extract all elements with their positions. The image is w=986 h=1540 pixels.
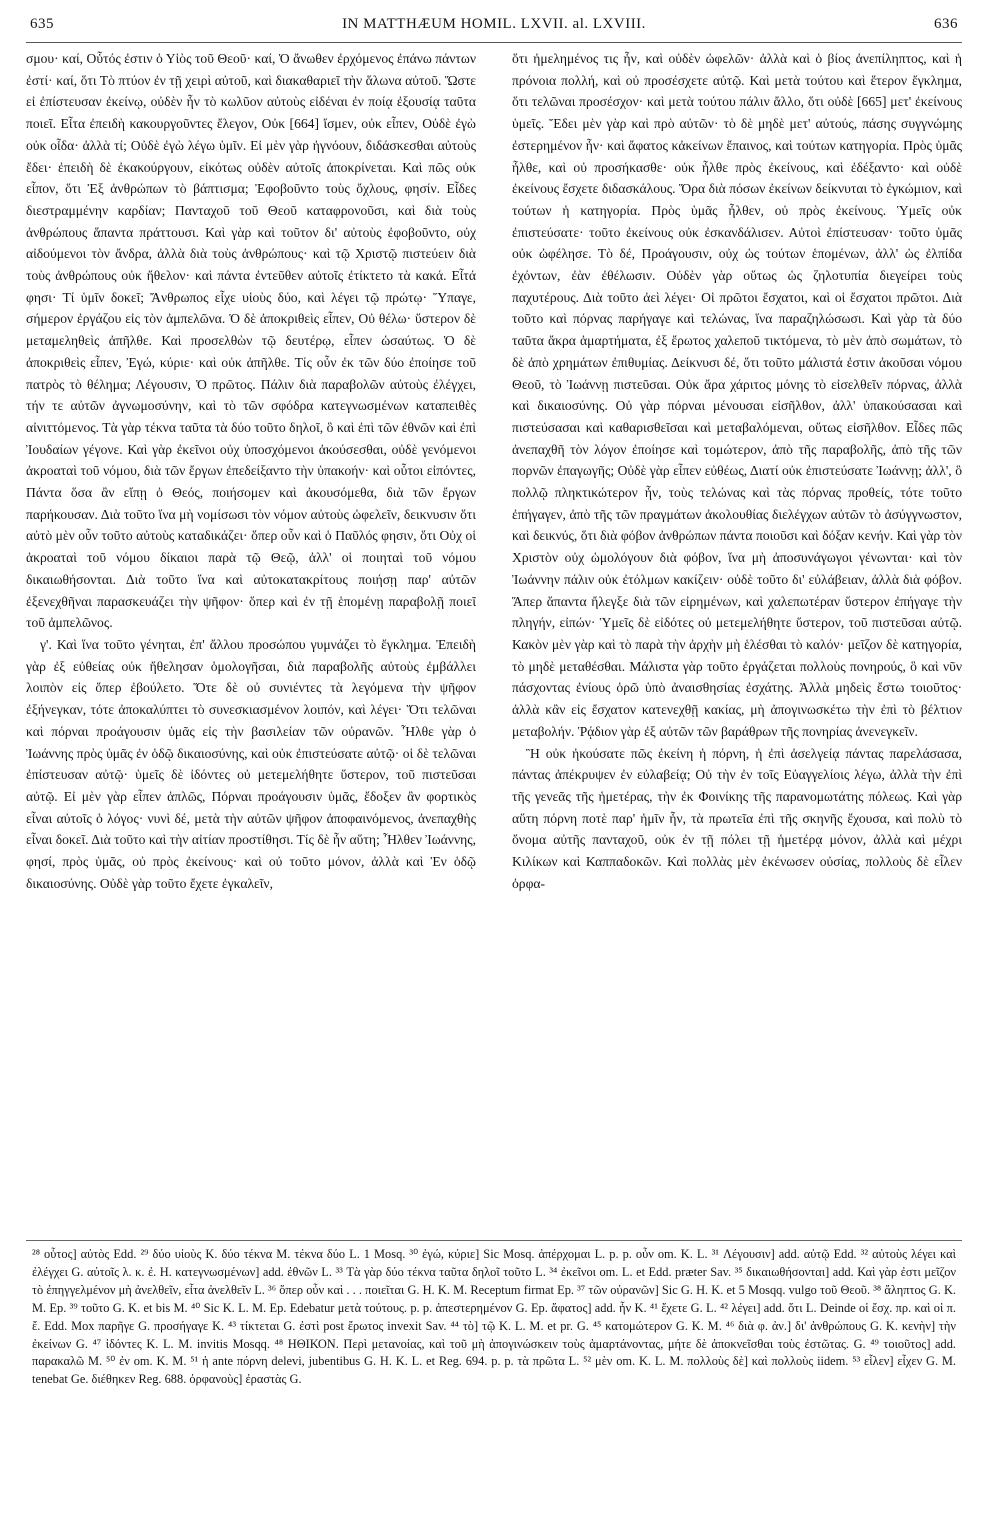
left-column (26, 48, 476, 1238)
footnotes (32, 1246, 956, 1526)
paragraph: ὅτι ἠμελημένος τις ἦν, καὶ οὐδὲν ὠφελῶν· ἀλλὰ καὶ ὁ βίος ἀνεπίληπτος, καὶ ἡ πρόνοια πολλή, καὶ οὐ προσέσχετε αὐτῷ. Καὶ μετὰ τούτου καὶ ἕτερον ἔγκλημα, ὅτι τελῶναι προσέσχον· καὶ μετὰ τούτου πάλιν ἄλλο, ὅτι οὐδὲ [665] μετ' ἐκείνους ὑμεῖς. Ἔδει μὲν γὰρ καὶ πρὸ αὐτῶν· τὸ δὲ μηδὲ μετ' αὐτούς, πάσης συγγνώμης ἐστερημένον ἦν· καὶ ἄφατος κἀκείνων ἔπαινος, καὶ τούτων κατηγορία. Πρὸς ὑμᾶς ἦλθε, καὶ οὐ προσήκασθε· οὐκ ἦλθε πρὸς ἐκείνους, καὶ ἐδέξαντο· καὶ οὐδὲ ἐκείνους ἔσχετε διδασκάλους. Ὅρα διὰ πόσων ἐκείνων δείκνυται τὸ ἐγκώμιον, καὶ τούτων ἡ κατηγορία. Πρὸς ὑμᾶς ἦλθεν, οὐ πρὸς ἐκείνους. Ὑμεῖς οὐκ ἐπιστεύσατε· τοῦτο ἐκείνους οὐκ ἐσκανδάλισεν. Αὐτοὶ ἐπίστευσαν· τοῦτο ὑμᾶς οὐκ ὠφέλησε. Τὸ δέ, Προάγουσιν, οὐχ ὡς τούτων ἑπομένων, ἀλλ' ὡς ἐλπίδα ἐχόντων, ἐὰν ἐθέλωσιν. Οὐδὲν γὰρ οὕτως ὡς ζηλοτυπία διεγείρει τοὺς παχυτέρους. Διὰ τοῦτο ἀεὶ λέγει· Οἱ πρῶτοι ἔσχατοι, καὶ οἱ ἔσχατοι πρῶτοι. Διὰ τοῦτο καὶ πόρνας παρήγαγε καὶ τελώνας, ἵνα παραζηλώσωσι. Καὶ γὰρ τὰ δύο ταῦτα ἄκρα ἁμαρτήματα, ἐξ ἔρωτος χαλεποῦ τικτόμενα, τὸ μὲν ἀπὸ σωμάτων, τὸ δὲ ἀπὸ χρημάτων ἐπιθυμίας. Δείκνυσι δέ, ὅτι τοῦτο μάλιστά ἐστιν ἀκοῦσαι νόμου Θεοῦ, τὸ Ἰωάννῃ πιστεῦσαι. Οὐκ ἄρα χάριτος μόνης τὸ εἰσελθεῖν πόρνας, ἀλλὰ καὶ δικαιοσύνης. Οὐ γὰρ πόρναι μένουσαι εἰσῆλθον, ἀλλ' ὑπακούσασαι καὶ πιστεύσασαι καὶ καθαρισθεῖσαι καὶ μεταβαλόμεναι, οὕτως εἰσῆλθον. Εἶδες πῶς ἀνεπαχθῆ τὸν λόγον ἐποίησε καὶ τομώτερον, ἀπὸ τῆς παραβολῆς, ἀπὸ τῆς τῶν πορνῶν ἐπαγωγῆς; Οὐδὲ γὰρ εἶπεν εὐθέως, Διατί οὐκ ἐπιστεύσατε Ἰωάννῃ; ἀλλ', ὃ πολλῷ πληκτικώτερον ἦν, τοὺς τελώνας καὶ τὰς πόρνας προθείς, τότε τοῦτο ἐπήγαγεν, ἀπὸ τῆς τῶν πραγμάτων ἀκολουθίας διελέγχων αὐτῶν τὸ ἀσύγγνωστον, καὶ δεικνύς, ὅτι διὰ φόβον ἀνθρώπων πάντα ποιοῦσι καὶ δόξαν κενήν. Καὶ γὰρ τὸν Χριστὸν οὐχ ὡμολόγουν διὰ φόβον, ἵνα μὴ ἀποσυνάγωγοι γένωνται· καὶ τὸν Ἰωάννην πάλιν οὐκ ἐτόλμων κακίζειν· οὐδὲ τοῦτο δι' εὐλάβειαν, ἀλλὰ διὰ φόβον. Ἅπερ ἅπαντα ἤλεγξε διὰ τῶν εἰρημένων, καὶ χαλεπωτέραν ὕστερον ἐπήγαγε τὴν πληγήν, εἰπών· Ὑμεῖς δὲ εἰδότες οὐ μετεμελήθητε ὕστερον, τοῦ πιστεῦσαι αὐτῷ. Κακὸν μὲν γὰρ καὶ τὸ παρὰ τὴν ἀρχὴν μὴ ἑλέσθαι τὸ καλόν· μεῖζον δὲ κατηγορία, τὸ μηδὲ μεταθέσθαι. Μάλιστα γὰρ τοῦτο ἐργάζεται πολλοὺς πονηρούς, ὃ καὶ νῦν πάσχοντας ἐνίους ὁρῶ ὑπὸ ἀναισθησίας ἐσχάτης. Ἀλλὰ μηδεὶς ἔστω τοιοῦτος· ἀλλὰ κἂν εἰς ἔσχατον κατενεχθῇ κακίας, μὴ ἀπογινωσκέτω τὴν ἐπὶ τὸ βέλτιον μεταβολήν. Ῥᾴδιον γὰρ ἐξ αὐτῶν τῶν βαράθρων τῆς πονηρίας ἀνενεγκεῖν. (512, 51, 962, 739)
paragraph: Ἢ οὐκ ἠκούσατε πῶς ἐκείνη ἡ πόρνη, ἡ ἐπὶ ἀσελγείᾳ πάντας παρελάσασα, πάντας ἀπέκρυψεν ἐν εὐλαβείᾳ; Οὐ τὴν ἐν τοῖς Εὐαγγελίοις λέγω, ἀλλὰ τὴν ἐπὶ τῆς γενεᾶς τῆς ἡμετέρας, τὴν ἐκ Φοινίκης τῆς παρανομωτάτης πόλεως. Καὶ γὰρ αὕτη πόρνη ποτὲ παρ' ἡμῖν ἦν, τὰ πρωτεῖα ἐπὶ τῆς σκηνῆς ἔχουσα, καὶ πολὺ τὸ ὄνομα αὐτῆς πανταχοῦ, οὐκ ἐν τῇ πόλει τῇ ἡμετέρᾳ μόνον, ἀλλὰ καὶ μέχρι Κιλίκων καὶ Καππαδοκῶν. Καὶ πολλὰς μὲν ἐκένωσεν οὐσίας, πολλοὺς δὲ εἷλεν ὀρφα- (512, 745, 962, 891)
page-number-left: 635 (30, 16, 54, 32)
paragraph: σμου· καί, Οὗτός ἐστιν ὁ Υἱὸς τοῦ Θεοῦ· καί, Ὁ ἄνωθεν ἐρχόμενος ἐπάνω πάντων ἐστί· καί, ὅτι Τὸ πτύον ἐν τῇ χειρὶ αὐτοῦ, καὶ διακαθαριεῖ τὴν ἅλωνα αὐτοῦ. Ὥστε εἰ ἐπίστευσαν ἐκείνῳ, οὐδὲν ἦν τὸ κωλῦον αὐτοὺς εἰδέναι ἐν ποίᾳ ἐξουσίᾳ ταῦτα ποιεῖ. Εἶτα ἐπειδὴ κακουργοῦντες ἔλεγον, Οὐκ [664] ἴσμεν, οὐκ εἶπεν, Οὐδὲ ἐγὼ οὐκ οἶδα· ἀλλὰ τί; Οὐδὲ ἐγὼ λέγω ὑμῖν. Εἰ μὲν γὰρ ἠγνόουν, διδάσκεσθαι αὐτοὺς ἔδει· ἐπειδὴ δὲ ἐκακούργουν, εἰκότως οὐδὲν αὐτοῖς ἀποκρίνεται. Καὶ πῶς οὐκ εἶπον, ὅτι Ἐξ ἀνθρώπων τὸ βάπτισμα; Ἐφοβοῦντο τοὺς ὄχλους, φησίν. Εἶδες διεστραμμένην καρδίαν; Πανταχοῦ τοῦ Θεοῦ καταφρονοῦσι, καὶ διὰ τοὺς ἀνθρώπους ἅπαντα πράττουσι. Καὶ γὰρ καὶ τοῦτον δι' αὐτοὺς ἐφοβοῦντο, οὐχ αἰδούμενοι τὸν ἄνδρα, ἀλλὰ διὰ τοὺς ἀνθρώπους· καὶ τῷ Χριστῷ πιστεύειν διὰ τοὺς ἀνθρώπους οὐκ ἤθελον· καὶ πάντα ἐντεῦθεν αὐτοῖς ἐτίκτετο τὰ κακά. Εἶτά φησι· Τί ὑμῖν δοκεῖ; Ἄνθρωπος εἶχε υἱοὺς δύο, καὶ λέγει τῷ πρώτῳ· Ὕπαγε, σήμερον ἐργάζου εἰς τὸν ἀμπελῶνα. Ὁ δὲ ἀποκριθεὶς εἶπεν, Οὐ θέλω· ὕστερον δὲ μεταμεληθεὶς ἀπῆλθε. Καὶ προσελθὼν τῷ δευτέρῳ, εἶπεν ὡσαύτως. Ὁ δὲ ἀποκριθεὶς εἶπεν, Ἐγώ, κύριε· καὶ οὐκ ἀπῆλθε. Τίς οὖν ἐκ τῶν δύο ἐποίησε τοῦ πατρὸς τὸ θέλημα; Λέγουσιν, Ὁ πρῶτος. Πάλιν διὰ παραβολῶν αὐτοὺς ἐλέγχει, τήν τε αὐτῶν ἀγνωμοσύνην, καὶ τὸ τῶν σφόδρα κατεγνωσμένων καταπειθὲς αἰνιττόμενος. Τὰ γὰρ τέκνα ταῦτα τὰ δύο τοῦτο δηλοῖ, ὃ καὶ ἐπὶ τῶν ἐθνῶν καὶ ἐπὶ Ἰουδαίων γέγονε. Καὶ γὰρ ἐκεῖνοι οὐχ ὑποσχόμενοι ἀκούσεσθαι, οὐδὲ γενόμενοι ἀκροαταὶ τοῦ νόμου, διὰ τῶν ἔργων ἐπεδείξαντο τὴν ὑπακοήν· καὶ οὗτοι εἰπόντες, Πάντα ὅσα ἂν εἴπῃ ὁ Θεός, ποιήσομεν καὶ ἀκουσόμεθα, διὰ τῶν ἔργων παρήκουσαν. Διὰ τοῦτο ἵνα μὴ νομίσωσι τὸν νόμον αὐτοὺς ὠφελεῖν, δεικνυσιν ὅτι αὐτὸ μὲν οὖν τοῦτο αὐτοὺς καταδικάζει· ὅπερ οὖν καὶ ὁ Παῦλός φησιν, ὅτι Οὐχ οἱ ἀκροαταὶ τοῦ νόμου δίκαιοι παρὰ τῷ Θεῷ, ἀλλ' οἱ ποιηταὶ τοῦ νόμου δικαιωθήσονται. Διὰ τοῦτο ἵνα καὶ αὐτοκατακρίτους ποιήσῃ παρ' αὐτῶν ἐξενεχθῆναι παρασκευάζει τὴν ψῆφον· ὅπερ καὶ ἐν τῇ ἑπομένῃ παραβολῇ ποιεῖ τοῦ ἀμπελῶνος. (26, 51, 476, 631)
running-title: IN MATTHÆUM HOMIL. LXVII. al. LXVIII. (342, 16, 646, 32)
text-columns (26, 48, 962, 1238)
footnote-text: ²⁸ οὗτος] αὐτὸς Edd. ²⁹ δύο υἱοὺς K. δύο τέκνα M. τέκνα δύο L. 1 Mosq. ³⁰ ἐγώ, κύριε] Sic Mosq. ἀπέρχομαι L. p. p. οὖν om. K. L. ³¹ Λέγουσιν] add. αὐτῷ Edd. ³² αὐτοὺς λέγει καὶ ἐλέγχει G. αὐτοῖς λ. κ. ἐ. H. κατεγνωσμένων] add. ἐθνῶν L. ³³ Τὰ γὰρ δύο τέκνα ταῦτα δηλοῖ τοῦτο L. ³⁴ ἐκεῖνοι om. L. et Edd. præter Sav. ³⁵ δικαιωθήσονται] add. Καὶ γὰρ ἐστι μεῖζον τὸ ἐπηγγελμένον μὴ ἀνελθεῖν, εἶτα ἀνελθεῖν L. ³⁶ ὅπερ οὖν καὶ . . . ποιεῖται G. H. K. M. Receptum firmat Ep. ³⁷ τῶν οὐρανῶν] Sic G. H. K. et 5 Mosqq. vulgo τοῦ Θεοῦ. ³⁸ ἄληπτος G. K. M. Ep. ³⁹ τοῦτο G. K. et bis M. ⁴⁰ Sic K. L. M. Ep. Edebatur μετὰ τούτους. p. p. ἀπεστερημένον G. Ep. ἄφατος] add. ἦν K. ⁴¹ ἔχετε G. L. ⁴² λέγει] add. ὅτι L. Deinde οἱ ἔσχ. πρ. καὶ οἱ π. ἔ. Edd. Mox παρῆγε G. προσήγαγε K. ⁴³ τίκτεται G. ἐστὶ post ἔρωτος invexit Sav. ⁴⁴ τὸ] τῷ K. L. M. et pr. G. ⁴⁵ κατομώτερον G. K. M. ⁴⁶ διὰ φ. ἀν.] δι' ἀνθρώπους G. K. κενὴν] τὴν ἐκείνων G. ⁴⁷ ἰδόντες K. L. M. invitis Mosqq. ⁴⁸ ΗΘΙΚΟΝ. Περὶ μετανοίας, καὶ τοῦ μὴ ἀπογινώσκειν τοὺς ἁμαρτάνοντας, μήτε δὲ ἀποκνεῖσθαι τοὺς ἐστῶτας. G. ⁴⁹ τοιοῦτος] add. παρακαλῶ M. ⁵⁰ ἐν om. K. M. ⁵¹ ἡ ante πόρνη delevi, jubentibus G. H. K. L. et Reg. 694. p. p. τὰ πρῶτα L. ⁵² μὲν om. K. L. M. πολλοὺς δὲ] καὶ πολλοὺς iidem. ⁵³ εἷλεν] εἶχεν G. M. tenebat Ge. διέθηκεν Reg. 688. ὀρφανοὺς] ἐραστὰς G. (32, 1247, 956, 1387)
footnote-rule (26, 1240, 962, 1241)
page (26, 8, 962, 1532)
page-number-right: 636 (934, 16, 958, 32)
paragraph: γ'. Καὶ ἵνα τοῦτο γένηται, ἐπ' ἄλλου προσώπου γυμνάζει τὸ ἔγκλημα. Ἐπειδὴ γὰρ ἐξ εὐθείας οὐκ ἤθελησαν ὁμολογῆσαι, διὰ παραβολῆς αὐτοὺς ἐμβάλλει λοιπὸν εἰς ὅπερ ἐβούλετο. Ὅτε δὲ οὐ συνιέντες τὰ λεγόμενα τὴν ψῆφον ἐξήνεγκαν, τότε ἀποκαλύπτει τὸ συνεσκιασμένον λοιπόν, καὶ λέγει· Ὅτι τελῶναι καὶ πόρναι προάγουσιν ὑμᾶς εἰς τὴν βασιλείαν τῶν οὐρανῶν. Ἦλθε γὰρ ὁ Ἰωάννης πρὸς ὑμᾶς ἐν ὁδῷ δικαιοσύνης, καὶ οὐκ ἐπιστεύσατε αὐτῷ· οἱ δὲ τελῶναι ἐπίστευσαν αὐτῷ· ὑμεῖς δὲ ἰδόντες οὐ μετεμελήθητε ὕστερον, τοῦ πιστεῦσαι αὐτῷ. Εἰ μὲν γὰρ εἶπεν ἁπλῶς, Πόρναι προάγουσιν ὑμᾶς, ἔδοξεν ἂν φορτικὸς εἶναι αὐτοῖς ὁ λόγος· νυνὶ δέ, μετὰ τὴν αὐτῶν ψῆφον ἀποφαινόμενος, ἀνεπαχθὴς εἶναι δοκεῖ. Διὰ τοῦτο καὶ τὴν αἰτίαν προστίθησι. Τίς δὲ ἦν αὕτη; Ἦλθεν Ἰωάννης, φησί, πρὸς ὑμᾶς, οὐ πρὸς ἐκείνους· καὶ οὐ τοῦτο μόνον, ἀλλὰ καὶ Ἐν ὁδῷ δικαιοσύνης. Οὐδὲ γὰρ τοῦτο ἔχετε ἐγκαλεῖν, (26, 636, 476, 891)
running-header (26, 8, 962, 43)
right-column (512, 48, 962, 1238)
